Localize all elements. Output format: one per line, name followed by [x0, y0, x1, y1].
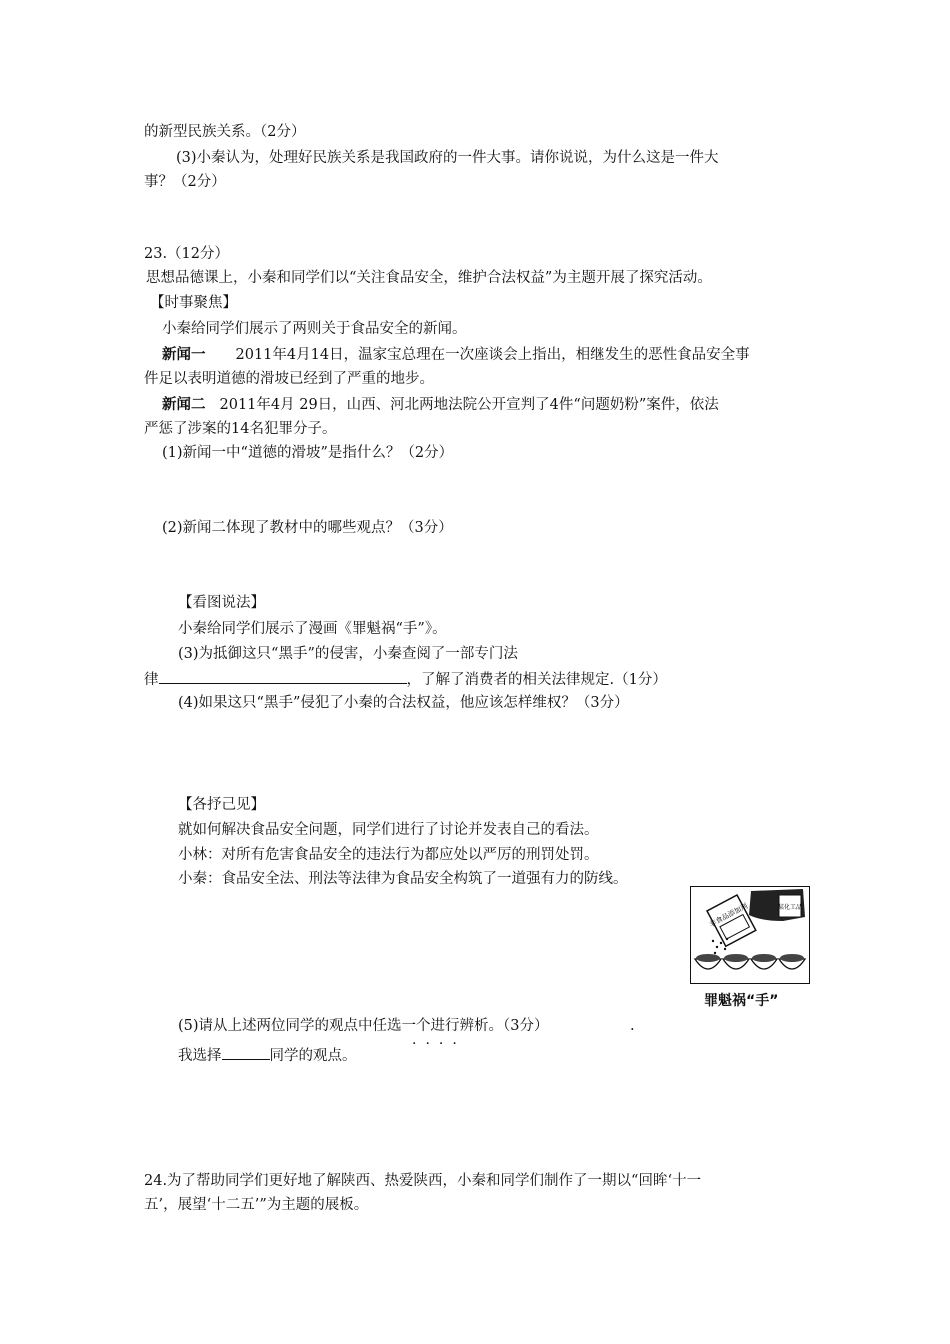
news-line	[162, 395, 719, 415]
sub-question: (4)如果这只“黑手”侵犯了小秦的合法权益，他应该怎样维权？（3分）	[178, 695, 629, 711]
text-line: (3)小秦认为，处理好民族关系是我国政府的一件大事。请你说说，为什么这是一件大	[176, 150, 719, 166]
section-heading: 【各抒己见】	[178, 797, 265, 813]
emphasis-dots: ····	[412, 1036, 466, 1052]
fill-line: 律 ，了解了消费者的相关法律规定.（1分）	[144, 669, 667, 690]
text-line: 小秦给同学们展示了漫画《罪魁祸“手”》。	[178, 621, 447, 637]
news-text: 2011年4月14日，温家宝总理在一次座谈会上指出，相继发生的恶性食品安全事	[235, 347, 750, 363]
text-line: 件足以表明道德的滑坡已经到了严重的地步。	[144, 371, 434, 387]
text-line: 小林：对所有危害食品安全的违法行为都应处以严厉的刑罚处罚。	[178, 847, 599, 863]
text-line: 小秦给同学们展示了两则关于食品安全的新闻。	[162, 321, 467, 337]
answer-blank[interactable]	[159, 669, 407, 684]
text-line: 思想品德课上，小秦和同学们以“关注食品安全，维护合法权益”为主题开展了探究活动。	[146, 270, 712, 286]
stray-mark: .	[630, 1018, 635, 1034]
question-line: 24.为了帮助同学们更好地了解陕西、热爱陕西，小秦和同学们制作了一期以“回眸‘十一	[144, 1173, 702, 1189]
news-label: 新闻一	[162, 346, 206, 363]
cartoon-caption: 罪魁祸“手”	[704, 993, 779, 1009]
sub-question: (5)请从上述两位同学的观点中任选一个进行辨析。（3分）	[178, 1018, 549, 1034]
section-heading: 【时事聚焦】	[150, 295, 237, 311]
news-text: 2011年4月 29日，山西、河北两地法院公开宣判了4件“问题奶粉”案件，依法	[219, 397, 719, 413]
news-line	[162, 345, 750, 365]
svg-text:非食品添加剂: 非食品添加剂	[708, 901, 750, 929]
fill-line: 我选择 同学的观点。	[178, 1045, 357, 1066]
cartoon-drawing	[691, 887, 809, 983]
news-label: 新闻二	[162, 396, 206, 413]
text-line: 小秦：食品安全法、刑法等法律为食品安全构筑了一道强有力的防线。	[178, 871, 628, 887]
section-heading: 【看图说法】	[178, 595, 265, 611]
text-line: 的新型民族关系。（2分）	[144, 124, 306, 140]
sub-question: (2)新闻二体现了教材中的哪些观点？（3分）	[162, 520, 453, 536]
sub-question: (1)新闻一中“道德的滑坡”是指什么？（2分）	[162, 445, 454, 461]
answer-blank[interactable]	[222, 1045, 270, 1060]
svg-text:某化工品: 某化工品	[777, 904, 803, 911]
question-number: 23.（12分）	[144, 246, 230, 262]
text-line: 事？（2分）	[144, 174, 226, 190]
text-line: 就如何解决食品安全问题，同学们进行了讨论并发表自己的看法。	[178, 822, 599, 838]
cartoon-image	[690, 886, 810, 984]
sub-question: (3)为抵御这只“黑手”的侵害，小秦查阅了一部专门法	[178, 646, 518, 662]
text-line: 严惩了涉案的14名犯罪分子。	[144, 421, 337, 437]
text-line: 五’，展望‘十二五’”为主题的展板。	[144, 1197, 369, 1213]
